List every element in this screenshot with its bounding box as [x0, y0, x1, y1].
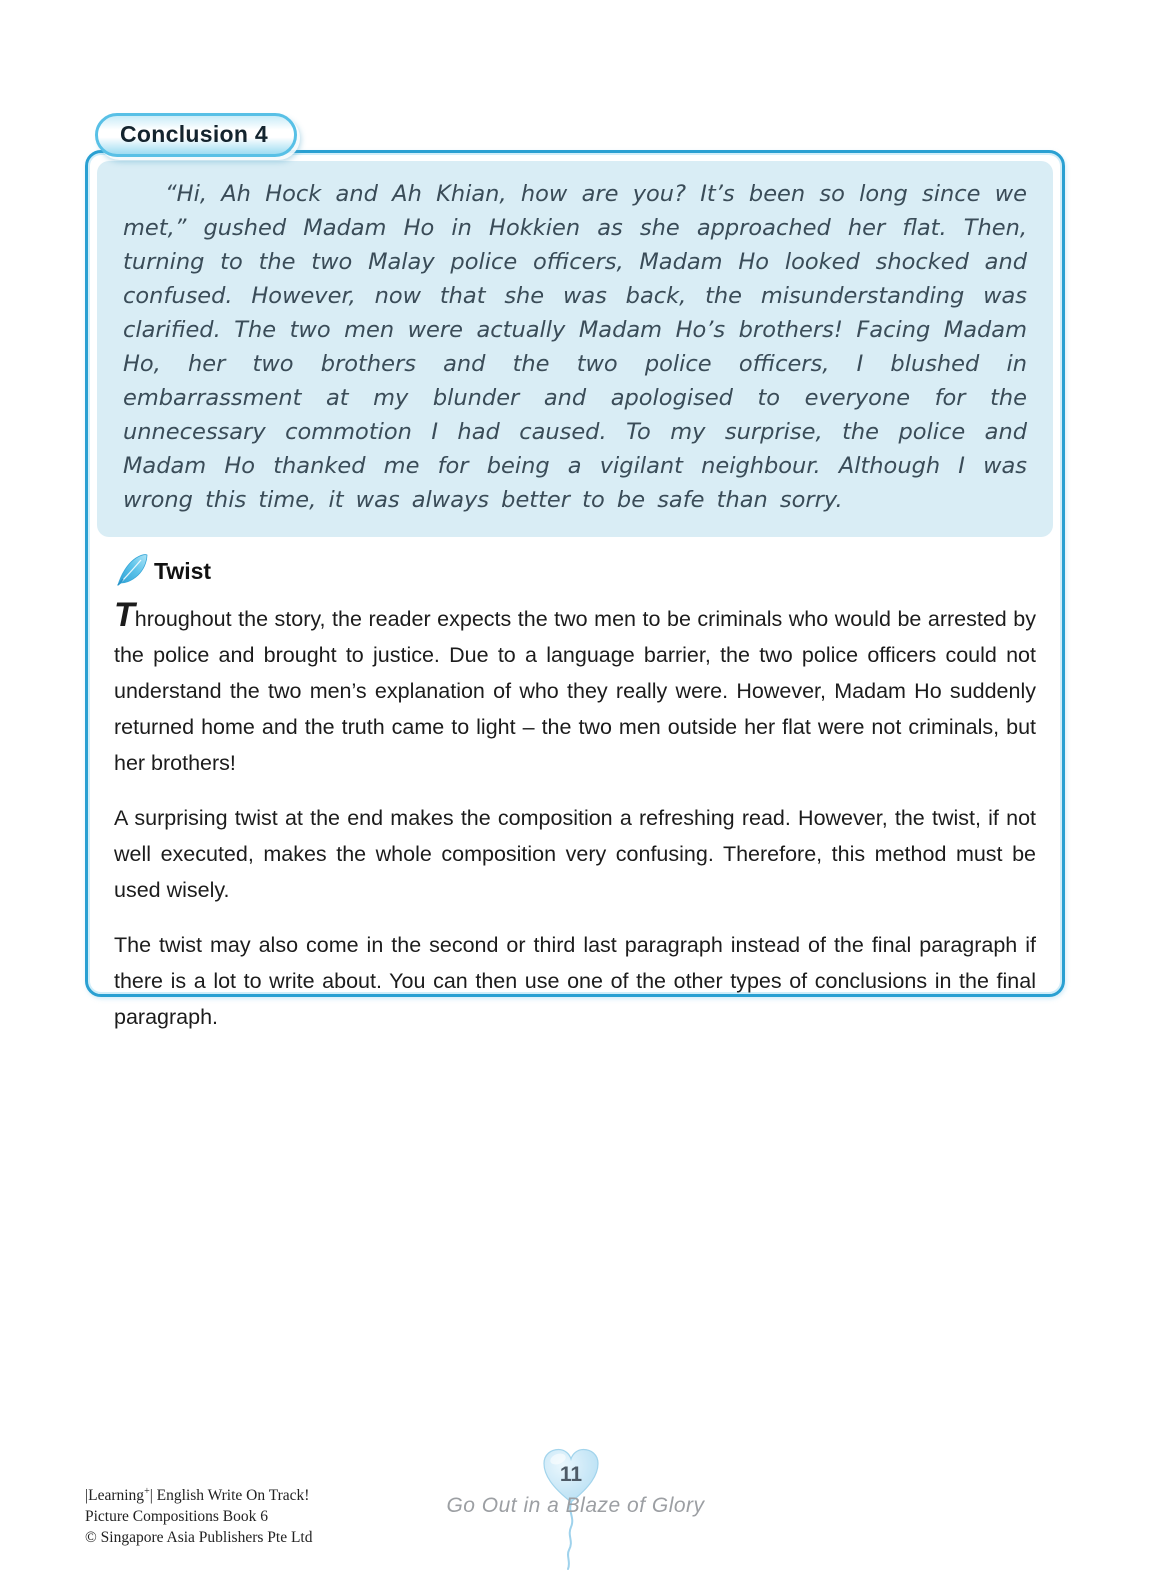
twist-section [97, 551, 1053, 1035]
twist-paragraph-1-dropcap: T [114, 596, 135, 634]
imprint-series-name: |Learning [85, 1487, 145, 1505]
conclusion-badge [95, 113, 297, 157]
twist-heading [114, 551, 1036, 585]
sample-composition-panel [97, 161, 1053, 537]
sample-composition-text: “Hi, Ah Hock and Ah Khian, how are you? It’s been so long since we met,” gushed Madam Ho in Hokkien as she approached her flat. Then, turning to the two Malay police officers, Madam Ho looked shocked and confused. However, now that she was back, the misunderstanding was clarified. The two men were actually Madam Ho’s brothers! Facing Madam Ho, her two brothers and the two police officers, I blushed in embarrassment at my blunder and apologised to everyone for the unnecessary commotion I had caused. To my surprise, the police and Madam Ho thanked me for being a vigilant neighbour. Although I was wrong this time, it was always better to be safe than sorry. [123, 181, 1027, 513]
imprint-line-2: Picture Compositions Book 6 [85, 1508, 268, 1526]
twist-heading-label: Twist [154, 558, 212, 584]
page-number: 11 [559, 1463, 583, 1486]
twist-paragraph-1-text: hroughout the story, the reader expects the two men to be criminals who would be arrested by the police and brought to justice. Due to a language barrier, the two police officers could not understand the two men’s explanation of who they really were. However, Madam Ho suddenly returned home and the truth came to light – the two men outside her flat were not criminals, but her brothers! [114, 607, 1036, 775]
twist-paragraph-1 [114, 597, 1036, 781]
quill-pen-icon [114, 551, 152, 589]
imprint-line-3: © Singapore Asia Publishers Pte Ltd [85, 1529, 313, 1547]
twist-paragraph-3: The twist may also come in the second or third last paragraph instead of the final paragraph if there is a lot to write about. You can then use one of the other types of conclusions in the final paragraph. [114, 933, 1036, 1029]
conclusion-badge-label: Conclusion 4 [120, 121, 269, 147]
twist-paragraph-2: A surprising twist at the end makes the composition a refreshing read. However, the twist, if not well executed, makes the whole composition very confusing. Therefore, this method must be used wisely. [114, 806, 1036, 902]
content-box [85, 150, 1065, 1029]
imprint-title: | English Write On Track! [149, 1487, 310, 1505]
imprint-superscript: + [144, 1486, 150, 1497]
chapter-tagline: Go Out in a Blaze of Glory [446, 1494, 705, 1517]
